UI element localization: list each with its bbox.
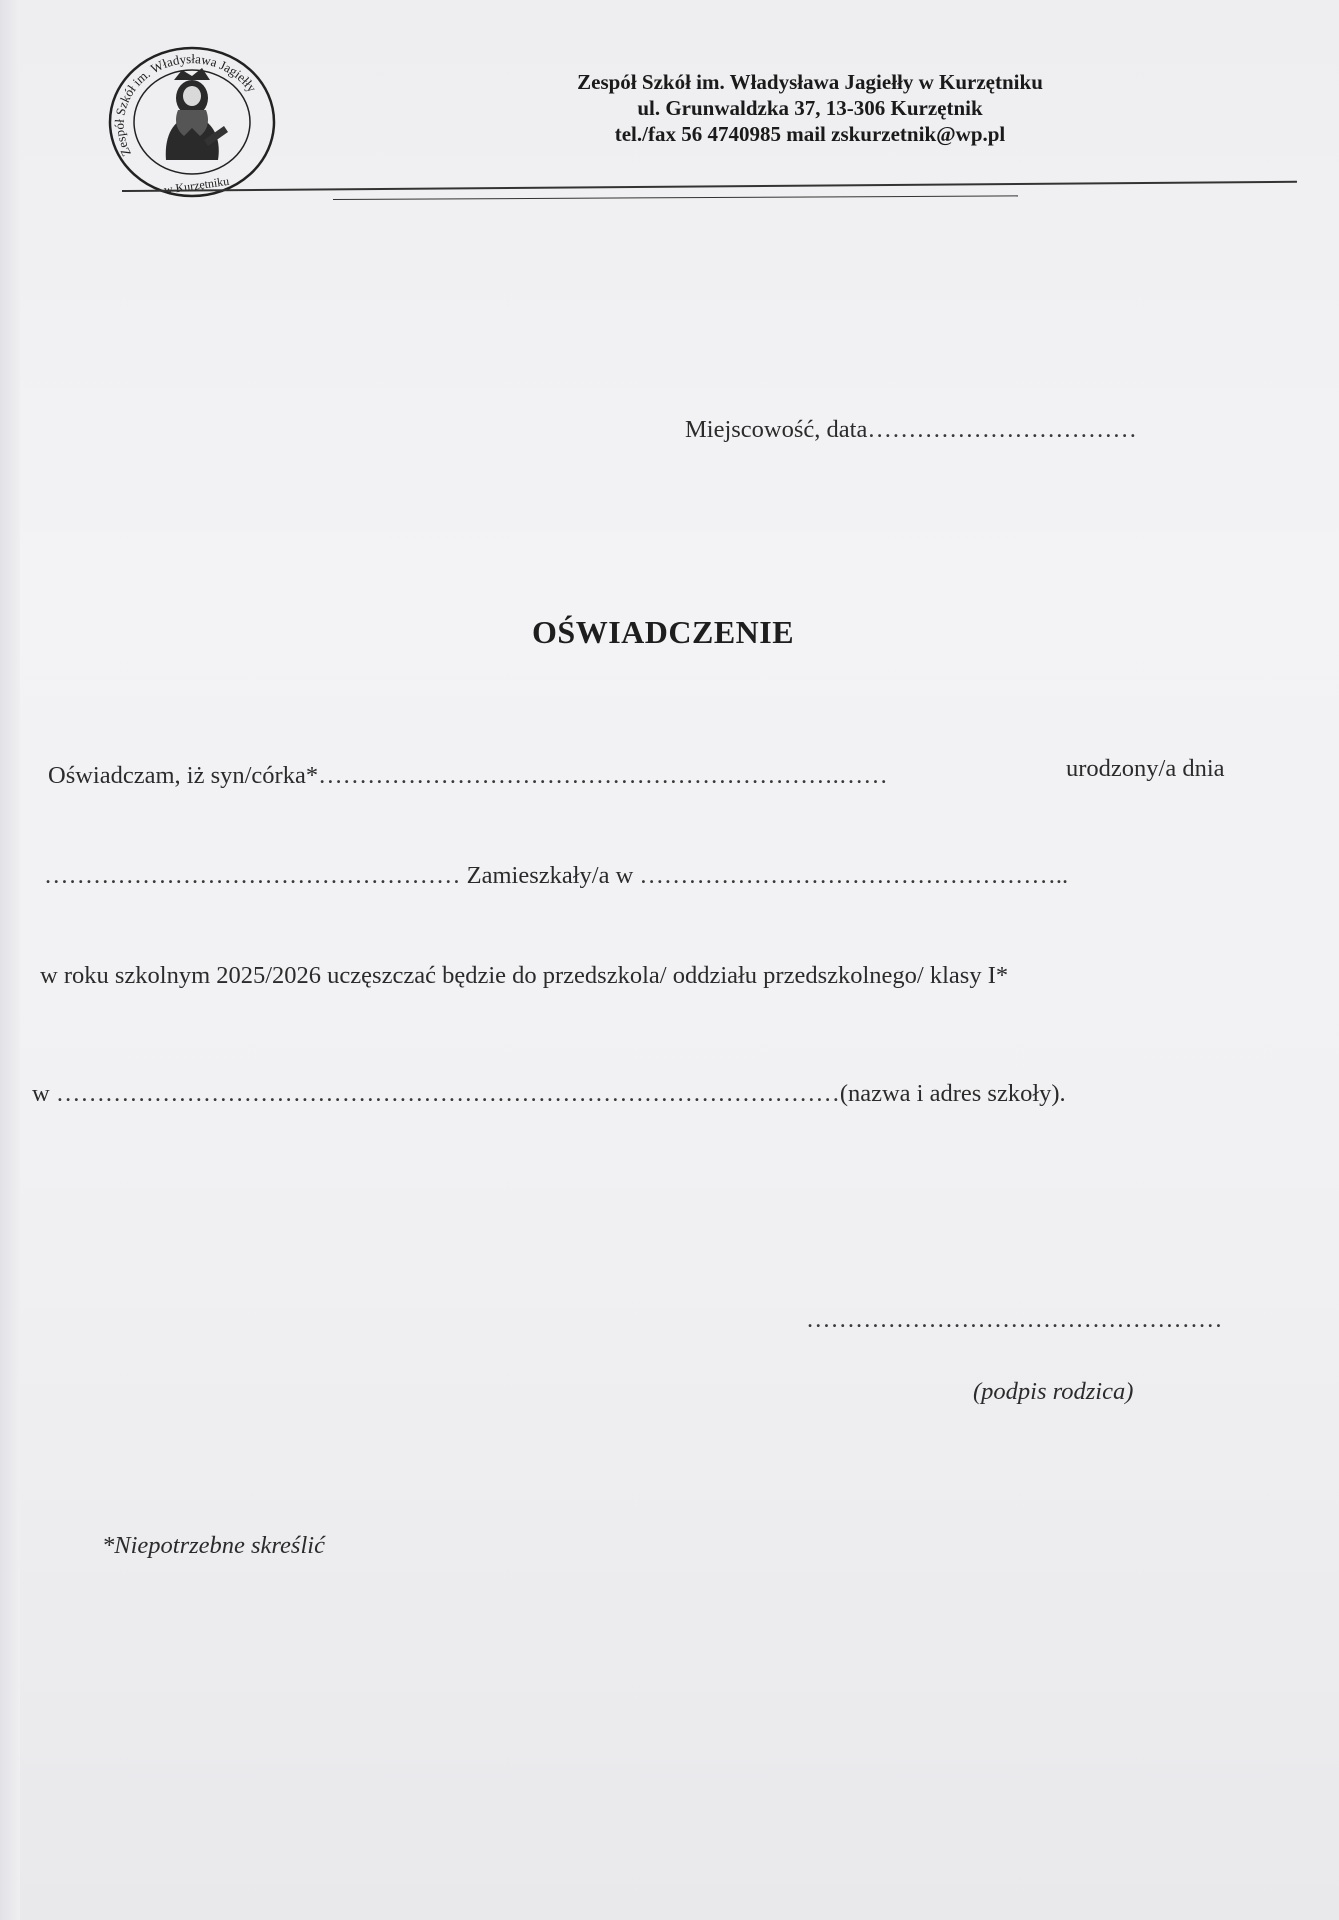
- place-date-field: [685, 416, 1137, 444]
- school-name-dots: ……………………………………………………………………………………: [55, 1080, 840, 1107]
- footnote: *Niepotrzebne skreślić: [102, 1532, 325, 1559]
- school-year-statement: w roku szkolnym 2025/2026 uczęszczać będzie do przedszkola/ oddziału przedszkolnego/ klasy I*: [40, 962, 1009, 989]
- letterhead-rule-top: [122, 181, 1297, 192]
- school-prefix: w: [32, 1080, 50, 1107]
- place-date-dots: ……………………………: [867, 416, 1137, 443]
- school-seal-logo: [104, 40, 280, 200]
- birth-date-dots: ……………………………………………: [44, 862, 461, 889]
- form-line-residence: [44, 862, 1068, 890]
- document-title: OŚWIADCZENIE: [532, 614, 795, 650]
- residence-dots: ……………………………………………..: [639, 862, 1069, 889]
- letterhead-rule-bottom: [333, 195, 1018, 200]
- place-date-label: Miejscowość, data: [685, 416, 868, 443]
- child-name-dots: ……………………………………………………….……: [318, 762, 888, 789]
- letterhead-line-1: Zespół Szkół im. Władysława Jagiełły w Kurzętniku: [577, 70, 1043, 94]
- letterhead-line-2: ul. Grunwaldzka 37, 13-306 Kurzętnik: [637, 96, 983, 120]
- paper-edge: [0, 0, 20, 1920]
- svg-text:w Kurzętniku: w Kurzętniku: [163, 173, 230, 197]
- form-line-school: [32, 1080, 1066, 1108]
- signature-label: (podpis rodzica): [973, 1378, 1134, 1405]
- letterhead-line-3: tel./fax 56 4740985 mail zskurzetnik@wp.pl: [614, 122, 1006, 146]
- residence-label: Zamieszkały/a w: [466, 862, 634, 889]
- birth-date-label: urodzony/a dnia: [1066, 755, 1225, 782]
- child-label: Oświadczam, iż syn/córka*: [48, 762, 319, 789]
- svg-text:Zespół Szkół im. Władysława Ja: Zespół Szkół im. Władysława Jagiełły: [111, 51, 260, 159]
- school-name-label: (nazwa i adres szkoły).: [839, 1080, 1066, 1107]
- signature-dots: ……………………………………………: [806, 1306, 1223, 1333]
- form-line-child: [48, 762, 888, 790]
